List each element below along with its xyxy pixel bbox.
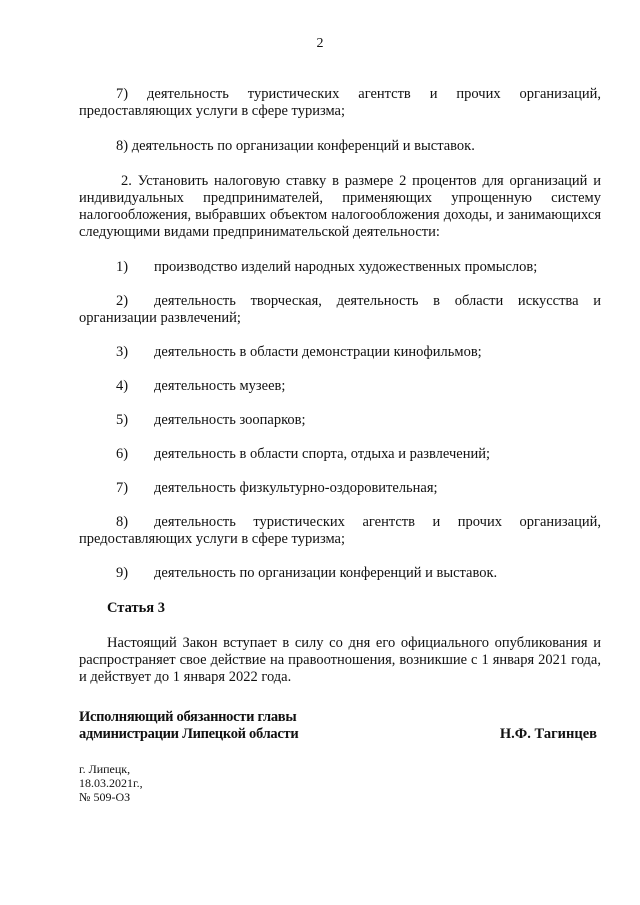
article-text: Настоящий Закон вступает в силу со дня его официального опубликования и распространяет свое действие на правоотношения, возникшие с 1 января 2021 года, и действует до 1 января 2022 года. — [79, 635, 601, 685]
list-item — [79, 293, 601, 327]
list-item-text: деятельность в области спорта, отдыха и развлечений; — [154, 446, 490, 462]
list-item-number: 4) — [116, 378, 129, 394]
list-item — [79, 259, 601, 276]
page-number: 2 — [316, 36, 324, 51]
signature-block — [79, 709, 601, 743]
list-item — [79, 412, 601, 429]
list-item-number: 8) — [116, 514, 129, 530]
footer-law-number: № 509-ОЗ — [79, 790, 131, 804]
document-footer — [79, 762, 143, 804]
list-item-text: деятельность физкультурно-оздоровительная; — [154, 480, 438, 496]
article-heading: Статья 3 — [107, 600, 165, 616]
list-item-number: 9) — [116, 565, 129, 581]
list-item-number: 2) — [116, 293, 129, 309]
signatory-title-line-1: Исполняющий обязанности главы — [79, 709, 297, 725]
document-body — [79, 86, 601, 686]
list-item-number: 7) — [116, 480, 129, 496]
list-item-text: деятельность туристических агентств и прочих организаций, предоставляющих услуги в сфере туризма; — [79, 514, 601, 547]
list-item-number: 3) — [116, 344, 129, 360]
activities-list — [79, 259, 601, 582]
list-item — [79, 514, 601, 548]
list-item — [79, 565, 601, 582]
footer-date: 18.03.2021г., — [79, 776, 143, 790]
list-item-text: деятельность по организации конференций и выставок. — [154, 565, 498, 581]
signatory-title-line-2: администрации Липецкой области — [79, 726, 299, 742]
paragraph-2: 2. Установить налоговую ставку в размере 2 процентов для организаций и индивидуальных предпринимателей, применяющих упрощенную систему налогообложения, выбравших объектом налогообложения доходы, и занимающихся следующими видами предпринимательской деятельности: — [79, 173, 601, 240]
list-item-text: деятельность в области демонстрации кинофильмов; — [154, 344, 482, 360]
list-item-number: 5) — [116, 412, 129, 428]
signatory-name: Н.Ф. Тагинцев — [499, 726, 597, 742]
list-item-number: 1) — [116, 259, 129, 275]
list-item-number: 6) — [116, 446, 129, 462]
intro-item-8: 8) деятельность по организации конференций и выставок. — [116, 138, 475, 154]
list-item-text: деятельность творческая, деятельность в области искусства и организации развлечений; — [79, 293, 601, 326]
footer-city: г. Липецк, — [79, 762, 131, 776]
list-item — [79, 344, 601, 361]
list-item — [79, 446, 601, 463]
list-item-text: деятельность зоопарков; — [154, 412, 306, 428]
list-item — [79, 480, 601, 497]
list-item-text: производство изделий народных художественных промыслов; — [154, 259, 538, 275]
list-item — [79, 378, 601, 395]
intro-item-7: 7) деятельность туристических агентств и прочих организаций, предоставляющих услуги в сфере туризма; — [79, 86, 601, 119]
list-item-text: деятельность музеев; — [154, 378, 286, 394]
